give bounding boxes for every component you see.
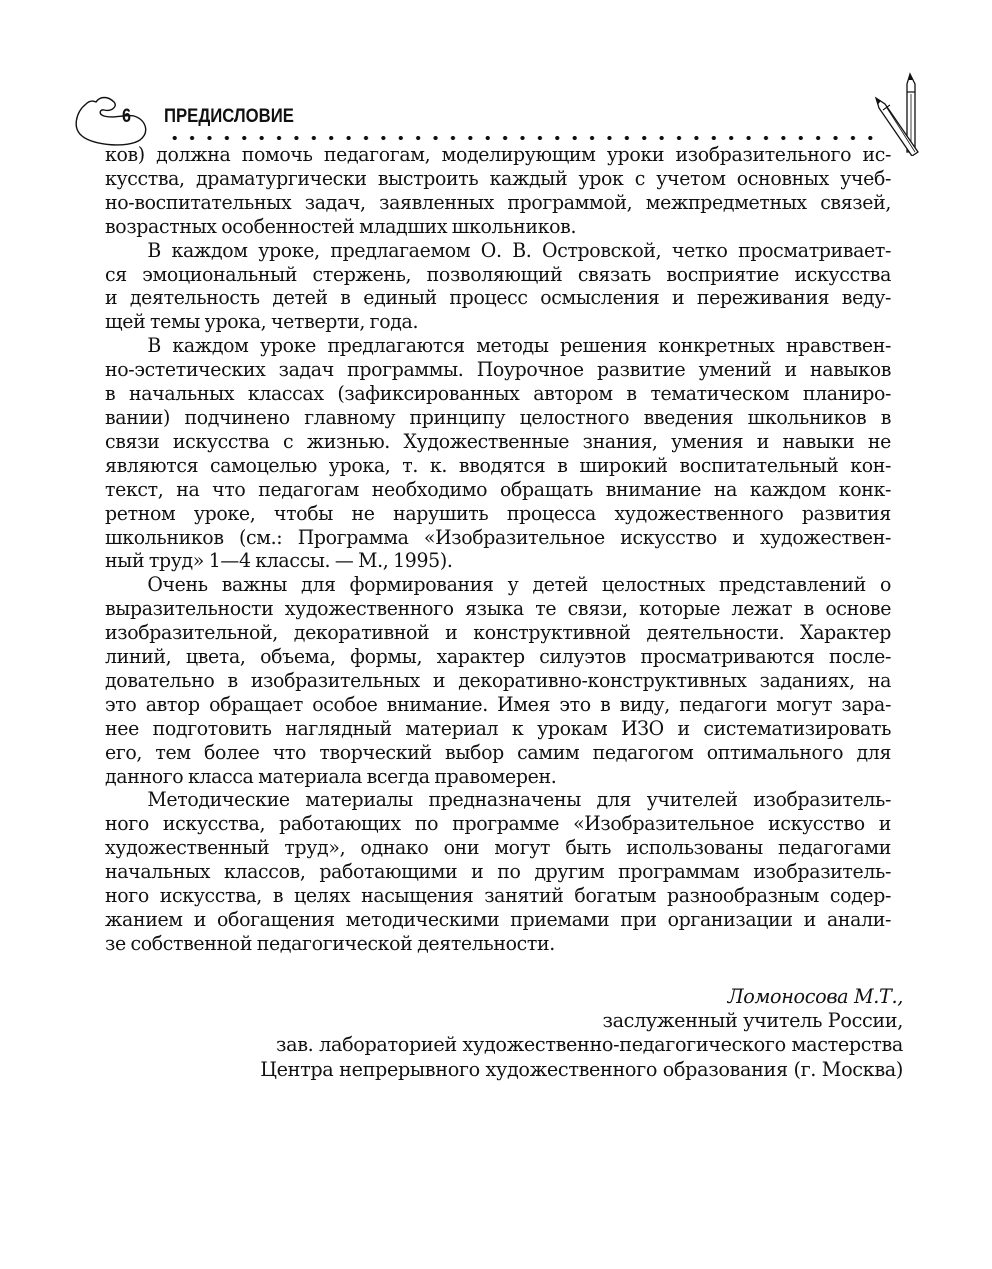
text-line: В каждом уроке, предлагаемом О. В. Островской, четко просматривает-: [147, 238, 892, 262]
text-line: ный труд» 1—4 классы. — М., 1995).: [105, 549, 453, 573]
text-line: но-эстетических задач программы. Поурочное развитие умений и навыков: [105, 358, 892, 382]
text-line: текст, на что педагогам необходимо обращать внимание на каждом конк-: [105, 477, 892, 501]
text-line: Методические материалы предназначены для учителей изобразитель-: [147, 788, 892, 812]
paragraph: [105, 334, 891, 573]
text-line: линий, цвета, объема, формы, характер силуэтов просматриваются после-: [105, 645, 892, 669]
text-line: связи искусства с жизнью. Художественные знания, умения и навыки не: [105, 429, 892, 453]
text-line: нее подготовить наглядный материал к урокам ИЗО и систематизировать: [105, 716, 892, 740]
paragraph: [105, 788, 891, 955]
author-position: зав. лабораторией художественно-педагогического мастерства: [276, 1033, 903, 1057]
text-line: школьников (см.: Программа «Изобразительное искусство и художествен-: [105, 525, 892, 549]
text-line: зе собственной педагогической деятельности.: [105, 931, 555, 955]
text-line: щей темы урока, четверти, года.: [105, 310, 419, 334]
palette-icon: [74, 88, 150, 146]
text-line: Очень важны для формирования у детей целостных представлений о: [147, 573, 892, 597]
text-line: В каждом уроке предлагаются методы решения конкретных нравствен-: [147, 334, 892, 358]
text-line: изобразительной, декоративной и конструктивной деятельности. Характер: [105, 621, 892, 645]
text-line: являются самоцелью урока, т. к. вводятся в широкий воспитательный кон-: [105, 453, 892, 477]
text-line: художественный труд», однако они могут быть использованы педагогами: [105, 836, 892, 860]
text-line: ков) должна помочь педагогам, моделирующим уроки изобразительного ис-: [105, 143, 892, 166]
section-title: ПРЕДИСЛОВИЕ: [164, 106, 294, 127]
author-name: Ломоносова М.Т.,: [727, 985, 903, 1008]
body-text: [105, 143, 891, 956]
paragraph: [105, 573, 891, 788]
text-line: возрастных особенностей младших школьников.: [105, 214, 577, 238]
text-line: ретном уроке, чтобы не нарушить процесса художественного развития: [105, 501, 892, 525]
text-line: его, тем более что творческий выбор самим педагогом оптимального для: [105, 740, 892, 764]
text-line: начальных классов, работающими и по другим программам изобразитель-: [105, 860, 892, 884]
text-line: данного класса материала всегда правомерен.: [105, 764, 557, 788]
text-line: выразительности художественного языка те связи, которые лежат в основе: [105, 597, 892, 621]
text-line: и деятельность детей в единый процесс осмысления и переживания веду-: [105, 286, 892, 310]
paragraph: [105, 143, 891, 239]
text-line: довательно в изобразительных и декоративно-конструктивных заданиях, на: [105, 668, 892, 692]
page-number: 6: [122, 106, 131, 127]
author-title: заслуженный учитель России,: [602, 1009, 903, 1033]
text-line: это автор обращает особое внимание. Имея это в виду, педагоги могут зара-: [105, 692, 892, 716]
text-line: в начальных классах (зафиксированных автором в тематическом планиро-: [105, 382, 892, 406]
text-line: жанием и обогащения методическими приемами при организации и анали-: [105, 908, 892, 931]
author-organization: Центра непрерывного художественного образования (г. Москва): [260, 1057, 903, 1081]
paragraph: [105, 239, 891, 335]
text-line: ного искусства, работающих по программе «Изобразительное искусство и: [105, 812, 892, 836]
text-line: но-воспитательных задач, заявленных программой, межпредметных связей,: [105, 190, 892, 214]
text-line: ного искусства, в целях насыщения занятий богатым разнообразным содер-: [105, 884, 892, 908]
dotted-divider: [166, 134, 878, 142]
text-line: вании) подчинено главному принципу целостного введения школьников в: [105, 405, 892, 429]
text-line: кусства, драматургически выстроить каждый урок с учетом основных учеб-: [105, 166, 892, 190]
page-header: [70, 78, 940, 148]
signature-block: [183, 985, 903, 1082]
text-line: ся эмоциональный стержень, позволяющий связать восприятие искусства: [105, 262, 892, 286]
